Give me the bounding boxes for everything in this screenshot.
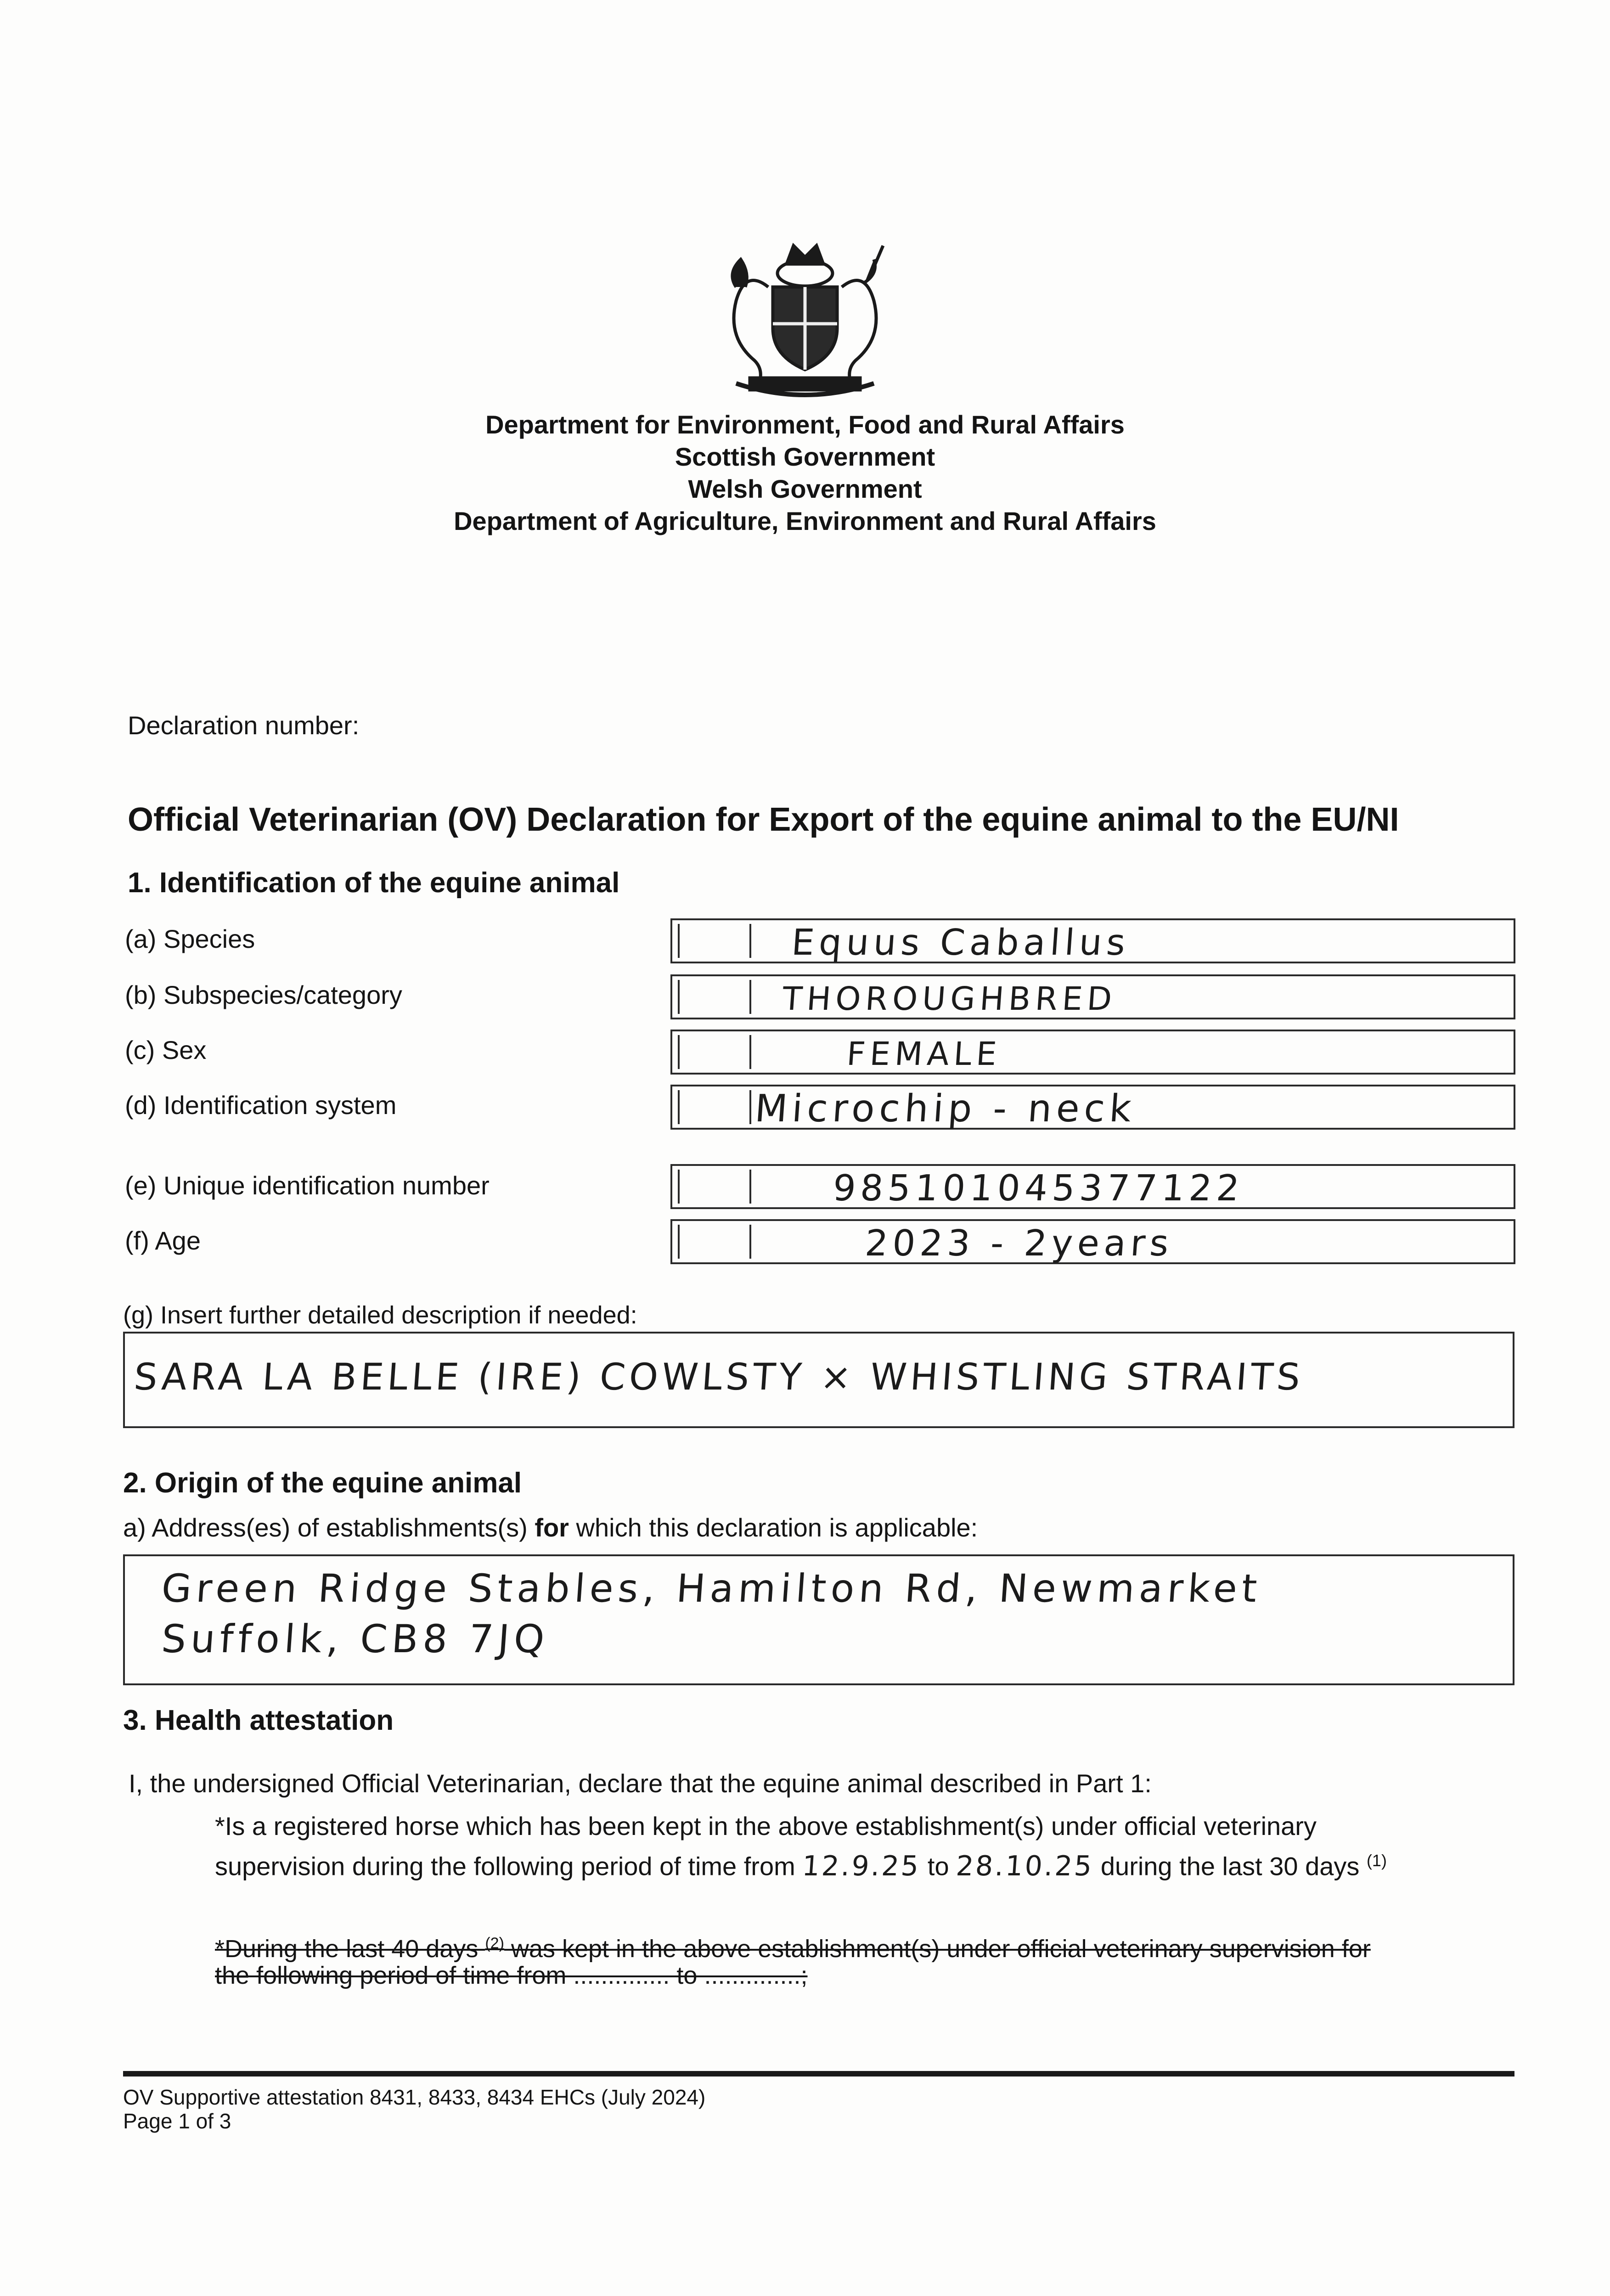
attestation-para-1-line-2: supervision during the following period of time from 12.9.25 to 28.10.25 during the last 30 days $^{(1)}$ — [215, 1850, 1387, 1882]
further-description-field — [123, 1332, 1514, 1428]
section-3-heading: 3. Health attestation — [123, 1705, 394, 1736]
declaration-number-label: Declaration number: — [128, 711, 360, 740]
address-label: a) Address(es) of establishments(s) for which this declaration is applicable: — [123, 1513, 978, 1542]
address-line-1: Green Ridge Stables, Hamilton Rd, Newmarket — [160, 1566, 1263, 1611]
age-value: 2023 - 2years — [863, 1223, 1175, 1264]
section-2-heading: 2. Origin of the equine animal — [123, 1467, 522, 1499]
sex-label: (c) Sex — [125, 1035, 207, 1064]
age-field — [670, 1219, 1515, 1264]
subspecies-field — [670, 974, 1515, 1019]
section-1-heading: 1. Identification of the equine animal — [128, 867, 620, 899]
subspecies-value: THOROUGHBRED — [781, 980, 1118, 1018]
identification-system-field — [670, 1085, 1515, 1130]
royal-coat-of-arms-icon — [718, 232, 892, 402]
sex-field — [670, 1030, 1515, 1075]
department-name-3: Welsh Government — [688, 474, 922, 503]
sex-value: FEMALE — [845, 1035, 1002, 1073]
identification-system-label: (d) Identification system — [125, 1091, 397, 1120]
species-field — [670, 918, 1515, 963]
department-name-2: Scottish Government — [675, 442, 935, 471]
subspecies-label: (b) Subspecies/category — [125, 980, 402, 1009]
species-value: Equus Caballus — [790, 922, 1132, 963]
attestation-para-2-line-2: the following period of time from .............. to ..............; — [215, 1962, 808, 1989]
species-label: (a) Species — [125, 924, 255, 953]
footer-divider — [123, 2071, 1514, 2077]
unique-id-field — [670, 1164, 1515, 1209]
attestation-para-1-line-1: *Is a registered horse which has been kept in the above establishment(s) under official veterinary — [215, 1812, 1317, 1840]
unique-id-value: 985101045377122 — [831, 1168, 1245, 1209]
address-field — [123, 1554, 1514, 1685]
department-name-4: Department of Agriculture, Environment and Rural Affairs — [454, 506, 1156, 535]
attestation-para-2-line-1: *During the last 40 days $^{(2)}$ was kept in the above establishment(s) under official veterinary supervision for — [215, 1935, 1371, 1963]
identification-system-value: Microchip - neck — [753, 1087, 1137, 1131]
date-from: 12.9.25 — [801, 1850, 922, 1882]
further-description-value: SARA LA BELLE (IRE) COWLSTY × WHISTLING STRAITS — [132, 1356, 1306, 1398]
footer-page-number: Page 1 of 3 — [123, 2109, 231, 2133]
page-title: Official Veterinarian (OV) Declaration for Export of the equine animal to the EU/NI — [128, 801, 1399, 838]
footer-attestation-ref: OV Supportive attestation 8431, 8433, 8434 EHCs (July 2024) — [123, 2085, 706, 2109]
age-label: (f) Age — [125, 1226, 201, 1255]
date-to: 28.10.25 — [955, 1850, 1095, 1882]
further-description-label: (g) Insert further detailed description if needed: — [123, 1301, 637, 1329]
attestation-intro: I, the undersigned Official Veterinarian, declare that the equine animal described in Part 1: — [129, 1769, 1152, 1798]
address-line-2: Suffolk, CB8 7JQ — [160, 1616, 551, 1661]
unique-id-label: (e) Unique identification number — [125, 1171, 490, 1200]
department-name-1: Department for Environment, Food and Rural Affairs — [485, 410, 1125, 439]
